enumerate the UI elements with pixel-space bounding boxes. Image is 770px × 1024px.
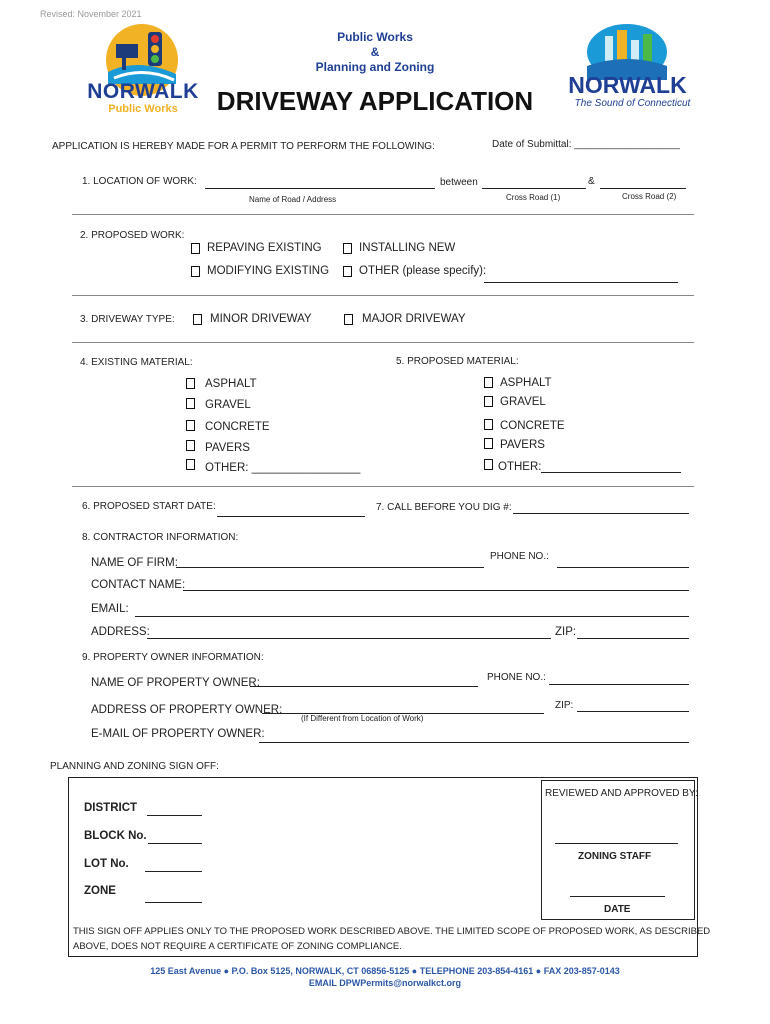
cross-road-2-field[interactable]	[600, 188, 686, 189]
norwalk-city-logo	[555, 22, 700, 114]
road-address-caption: Name of Road / Address	[249, 195, 337, 204]
modifying-existing-label: MODIFYING EXISTING	[207, 265, 330, 277]
other-work-checkbox[interactable]	[343, 266, 352, 277]
approval-date-field[interactable]	[570, 896, 665, 897]
department-heading	[290, 30, 460, 75]
owner-phone-label: PHONE NO.:	[487, 672, 546, 683]
major-driveway-checkbox[interactable]	[344, 314, 353, 325]
location-of-work-label: 1. LOCATION OF WORK:	[82, 176, 197, 187]
proposed-gravel-label: GRAVEL	[500, 396, 546, 408]
proposed-pavers-label: PAVERS	[500, 439, 545, 451]
other-work-label: OTHER (please specify):	[359, 265, 487, 277]
proposed-asphalt-label: ASPHALT	[500, 377, 552, 389]
proposed-pavers-checkbox[interactable]	[484, 438, 493, 449]
existing-asphalt-label: ASPHALT	[205, 378, 257, 390]
existing-material-label: 4. EXISTING MATERIAL:	[80, 357, 193, 368]
footer-address: 125 East Avenue ● P.O. Box 5125, NORWALK, CT 06856-5125 ● TELEPHONE 203-854-4161 ● FAX 203-857-0143	[150, 966, 620, 976]
zoning-staff-label: ZONING STAFF	[578, 851, 652, 862]
owner-phone-field[interactable]	[549, 684, 689, 685]
owner-name-label: NAME OF PROPERTY OWNER:	[91, 677, 260, 689]
district-label: DISTRICT	[84, 802, 138, 814]
proposed-concrete-checkbox[interactable]	[484, 419, 493, 430]
existing-pavers-label: PAVERS	[205, 442, 250, 454]
reviewed-approved-label: REVIEWED AND APPROVED BY:	[545, 788, 698, 799]
driveway-type-label: 3. DRIVEWAY TYPE:	[80, 314, 175, 325]
existing-gravel-label: GRAVEL	[205, 399, 251, 411]
contractor-phone-label: PHONE NO.:	[490, 551, 549, 562]
minor-driveway-checkbox[interactable]	[193, 314, 202, 325]
between-label: between	[440, 177, 478, 188]
zoning-staff-signature-field[interactable]	[555, 843, 678, 844]
existing-pavers-checkbox[interactable]	[186, 440, 195, 451]
lot-field[interactable]	[145, 871, 202, 872]
contact-name-label: CONTACT NAME:	[91, 579, 186, 591]
existing-asphalt-checkbox[interactable]	[186, 378, 195, 389]
approval-date-label: DATE	[604, 904, 631, 915]
proposed-other-checkbox[interactable]	[484, 459, 493, 470]
dept-line-3: Planning and Zoning	[315, 60, 435, 74]
existing-concrete-checkbox[interactable]	[186, 420, 195, 431]
proposed-concrete-label: CONCRETE	[500, 420, 565, 432]
page-title: DRIVEWAY APPLICATION	[216, 86, 534, 116]
proposed-material-label: 5. PROPOSED MATERIAL:	[396, 356, 519, 367]
call-before-dig-field[interactable]	[513, 513, 689, 514]
zone-field[interactable]	[145, 902, 202, 903]
contractor-zip-label: ZIP:	[555, 626, 577, 638]
contractor-zip-field[interactable]	[577, 638, 689, 639]
owner-email-label: E-MAIL OF PROPERTY OWNER:	[91, 728, 265, 740]
cross-road-1-caption: Cross Road (1)	[506, 193, 561, 202]
cross-road-1-field[interactable]	[482, 188, 586, 189]
owner-zip-field[interactable]	[577, 711, 689, 712]
dept-line-1: Public Works	[337, 30, 413, 44]
block-label: BLOCK No.	[84, 830, 147, 842]
firm-name-field[interactable]	[176, 567, 484, 568]
owner-email-field[interactable]	[259, 742, 689, 743]
dept-line-2: &	[370, 45, 380, 59]
date-of-submittal[interactable]: Date of Submittal: ___________________	[492, 139, 680, 150]
intro-statement: APPLICATION IS HEREBY MADE FOR A PERMIT TO PERFORM THE FOLLOWING:	[52, 141, 435, 152]
contractor-address-label: ADDRESS:	[91, 626, 150, 638]
right-logo-name: NORWALK	[568, 72, 687, 98]
left-logo-sub: Public Works	[108, 103, 178, 115]
property-owner-info-label: 9. PROPERTY OWNER INFORMATION:	[82, 652, 264, 663]
other-work-field[interactable]	[484, 282, 678, 283]
start-date-field[interactable]	[217, 516, 365, 517]
right-logo-tagline: The Sound of Connecticut	[574, 98, 691, 109]
section-divider	[72, 214, 694, 215]
zone-label: ZONE	[84, 885, 116, 897]
repaving-existing-label: REPAVING EXISTING	[207, 242, 322, 254]
section-divider	[72, 486, 694, 487]
disclaimer-line-2: ABOVE, DOES NOT REQUIRE A CERTIFICATE OF ZONING COMPLIANCE.	[73, 941, 402, 952]
call-before-dig-label: 7. CALL BEFORE YOU DIG #:	[376, 502, 512, 513]
repaving-existing-checkbox[interactable]	[191, 243, 200, 254]
owner-zip-label: ZIP:	[555, 700, 574, 711]
section-divider	[72, 342, 694, 343]
minor-driveway-label: MINOR DRIVEWAY	[210, 313, 312, 325]
existing-gravel-checkbox[interactable]	[186, 398, 195, 409]
modifying-existing-checkbox[interactable]	[191, 266, 200, 277]
owner-name-field[interactable]	[250, 686, 478, 687]
disclaimer-line-1: THIS SIGN OFF APPLIES ONLY TO THE PROPOSED WORK DESCRIBED ABOVE. THE LIMITED SCOPE OF PROPOSED WORK, AS DESCRIBED	[73, 926, 711, 937]
revised-date: Revised: November 2021	[40, 9, 142, 19]
review-approval-box	[541, 780, 695, 920]
public-works-logo	[78, 22, 208, 120]
section-divider	[72, 295, 694, 296]
district-field[interactable]	[147, 815, 202, 816]
contractor-info-label: 8. CONTRACTOR INFORMATION:	[82, 532, 239, 543]
contact-name-field[interactable]	[183, 590, 689, 591]
proposed-other-label: OTHER:	[498, 461, 542, 473]
installing-new-checkbox[interactable]	[343, 243, 352, 254]
proposed-other-field[interactable]	[541, 472, 681, 473]
existing-concrete-label: CONCRETE	[205, 421, 270, 433]
contractor-phone-field[interactable]	[557, 567, 689, 568]
proposed-gravel-checkbox[interactable]	[484, 396, 493, 407]
start-date-label: 6. PROPOSED START DATE:	[82, 501, 216, 512]
ampersand-label: &	[588, 176, 595, 187]
signoff-label: PLANNING AND ZONING SIGN OFF:	[50, 761, 219, 772]
installing-new-label: INSTALLING NEW	[359, 242, 456, 254]
road-address-field[interactable]	[205, 188, 435, 189]
different-location-note: (If Different from Location of Work)	[301, 714, 424, 723]
existing-other-checkbox[interactable]	[186, 459, 195, 470]
major-driveway-label: MAJOR DRIVEWAY	[362, 313, 466, 325]
proposed-asphalt-checkbox[interactable]	[484, 377, 493, 388]
contractor-address-field[interactable]	[147, 638, 551, 639]
owner-address-label: ADDRESS OF PROPERTY OWNER:	[91, 704, 283, 716]
existing-other-label[interactable]: OTHER: _________________	[205, 462, 361, 474]
proposed-work-label: 2. PROPOSED WORK:	[80, 230, 185, 241]
block-field[interactable]	[148, 843, 202, 844]
contractor-email-field[interactable]	[135, 616, 689, 617]
lot-label: LOT No.	[84, 858, 129, 870]
cross-road-2-caption: Cross Road (2)	[622, 192, 677, 201]
contractor-email-label: EMAIL:	[91, 603, 129, 615]
firm-name-label: NAME OF FIRM:	[91, 557, 178, 569]
left-logo-name: NORWALK	[87, 80, 199, 103]
footer-email[interactable]: EMAIL DPWPermits@norwalkct.org	[308, 978, 462, 988]
